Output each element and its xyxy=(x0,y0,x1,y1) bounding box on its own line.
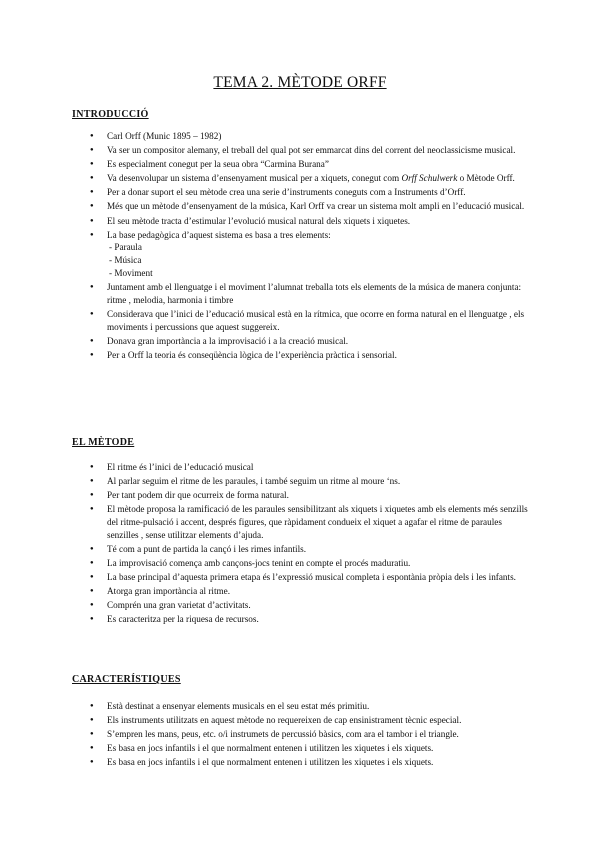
page-title: TEMA 2. MÈTODE ORFF xyxy=(213,74,387,91)
heading-introduccio: INTRODUCCIÓ xyxy=(72,109,149,120)
list-item: ● La base principal d’aquesta primera etapa és l’expressió musical completa i espontània pròpia dels i les infants. xyxy=(90,571,530,584)
sub-list-item: - Paraula xyxy=(109,242,142,253)
list-item: ● Juntament amb el llenguatge i el moviment l’alumnat treballa tots els elements de la música de manera conjunta: ritme , melodia, harmonia i timbre xyxy=(90,281,530,307)
list-introduccio xyxy=(90,130,530,362)
heading-caracteristiques: CARACTERÍSTIQUES xyxy=(72,674,181,685)
list-el-metode xyxy=(90,461,530,626)
list-item: ● Per a Orff la teoria és conseqüència lògica de l’experiència pràctica i sensorial. xyxy=(90,349,530,362)
list-item: ● El seu mètode tracta d’estimular l’evolució musical natural dels xiquets i xiquetes. xyxy=(90,215,530,228)
list-item: ● Es basa en jocs infantils i el que normalment entenen i utilitzen les xiquetes i els xiquets. xyxy=(90,756,530,769)
list-item: ● La improvisació comença amb cançons-jocs tenint en compte el procés maduratiu. xyxy=(90,557,530,570)
list-item: ● Es especialment conegut per la seua obra “Carmina Burana” xyxy=(90,158,530,171)
list-item: ● Per tant podem dir que ocurreix de forma natural. xyxy=(90,489,530,502)
list-item: ● Està destinat a ensenyar elements musicals en el seu estat més primitiu. xyxy=(90,700,530,713)
list-item: ● El ritme és l’inici de l’educació musical xyxy=(90,461,530,474)
list-item: ● Comprén una gran varietat d’activitats. xyxy=(90,599,530,612)
list-item: ● La base pedagògica d’aquest sistema es basa a tres elements: xyxy=(90,229,530,242)
list-item: ● El mètode proposa la ramificació de les paraules sensibilitzant als xiquets i xiquetes amb els elements més senzills del ritme-pulsació i accent, després figures, que ràpidament condueix el xiquet a agafar el ritme de paraules senzilles , sense utilitzar elements d’ajuda. xyxy=(90,503,530,541)
orff-schulwerk-emphasis: Orff Schulwerk xyxy=(401,173,458,184)
list-caracteristiques xyxy=(90,700,530,769)
list-item: ● Els instruments utilitzats en aquest mètode no requereixen de cap ensinistrament tècnic especial. xyxy=(90,714,530,727)
list-item: ● S’empren les mans, peus, etc. o/i instrumets de percussió bàsics, com ara el tambor i el triangle. xyxy=(90,728,530,741)
list-item xyxy=(90,172,530,185)
list-item: ● Es basa en jocs infantils i el que normalment entenen i utilitzen les xiquetes i els xiquets. xyxy=(90,742,530,755)
list-item: ● Per a donar suport el seu mètode crea una serie d’instruments coneguts com a Instruments d’Orff. xyxy=(90,186,530,199)
list-item: ● Donava gran importància a la improvisació i a la creació musical. xyxy=(90,335,530,348)
list-item-text: Va desenvolupar un sistema d’ensenyament musical per a xiquets, conegut com xyxy=(107,173,402,184)
list-item-text: o Mètode Orff. xyxy=(457,173,515,184)
sub-list-item: - Música xyxy=(109,255,142,266)
heading-el-metode: EL MÈTODE xyxy=(72,437,135,448)
list-item: ● Al parlar seguim el ritme de les paraules, i també seguim un ritme al moure ‘ns. xyxy=(90,475,530,488)
sub-list-item: - Moviment xyxy=(109,268,153,279)
list-item: ● Més que un mètode d’ensenyament de la música, Karl Orff va crear un sistema molt ampli en l’educació musical. xyxy=(90,200,530,213)
list-item: ● Atorga gran importància al ritme. xyxy=(90,585,530,598)
list-item: ● Va ser un compositor alemany, el treball del qual pot ser emmarcat dins del corrent del neoclassicisme musical. xyxy=(90,144,530,157)
list-item: ● Considerava que l’inici de l’educació musical està en la rítmica, que ocorre en forma natural en el llenguatge , els moviments i percussions que aquest suggereix. xyxy=(90,308,530,334)
list-item: ● Es caracteritza per la riquesa de recursos. xyxy=(90,613,530,626)
list-item: ● Carl Orff (Munic 1895 – 1982) xyxy=(90,130,530,143)
list-item: ● Té com a punt de partida la cançó i les rimes infantils. xyxy=(90,543,530,556)
